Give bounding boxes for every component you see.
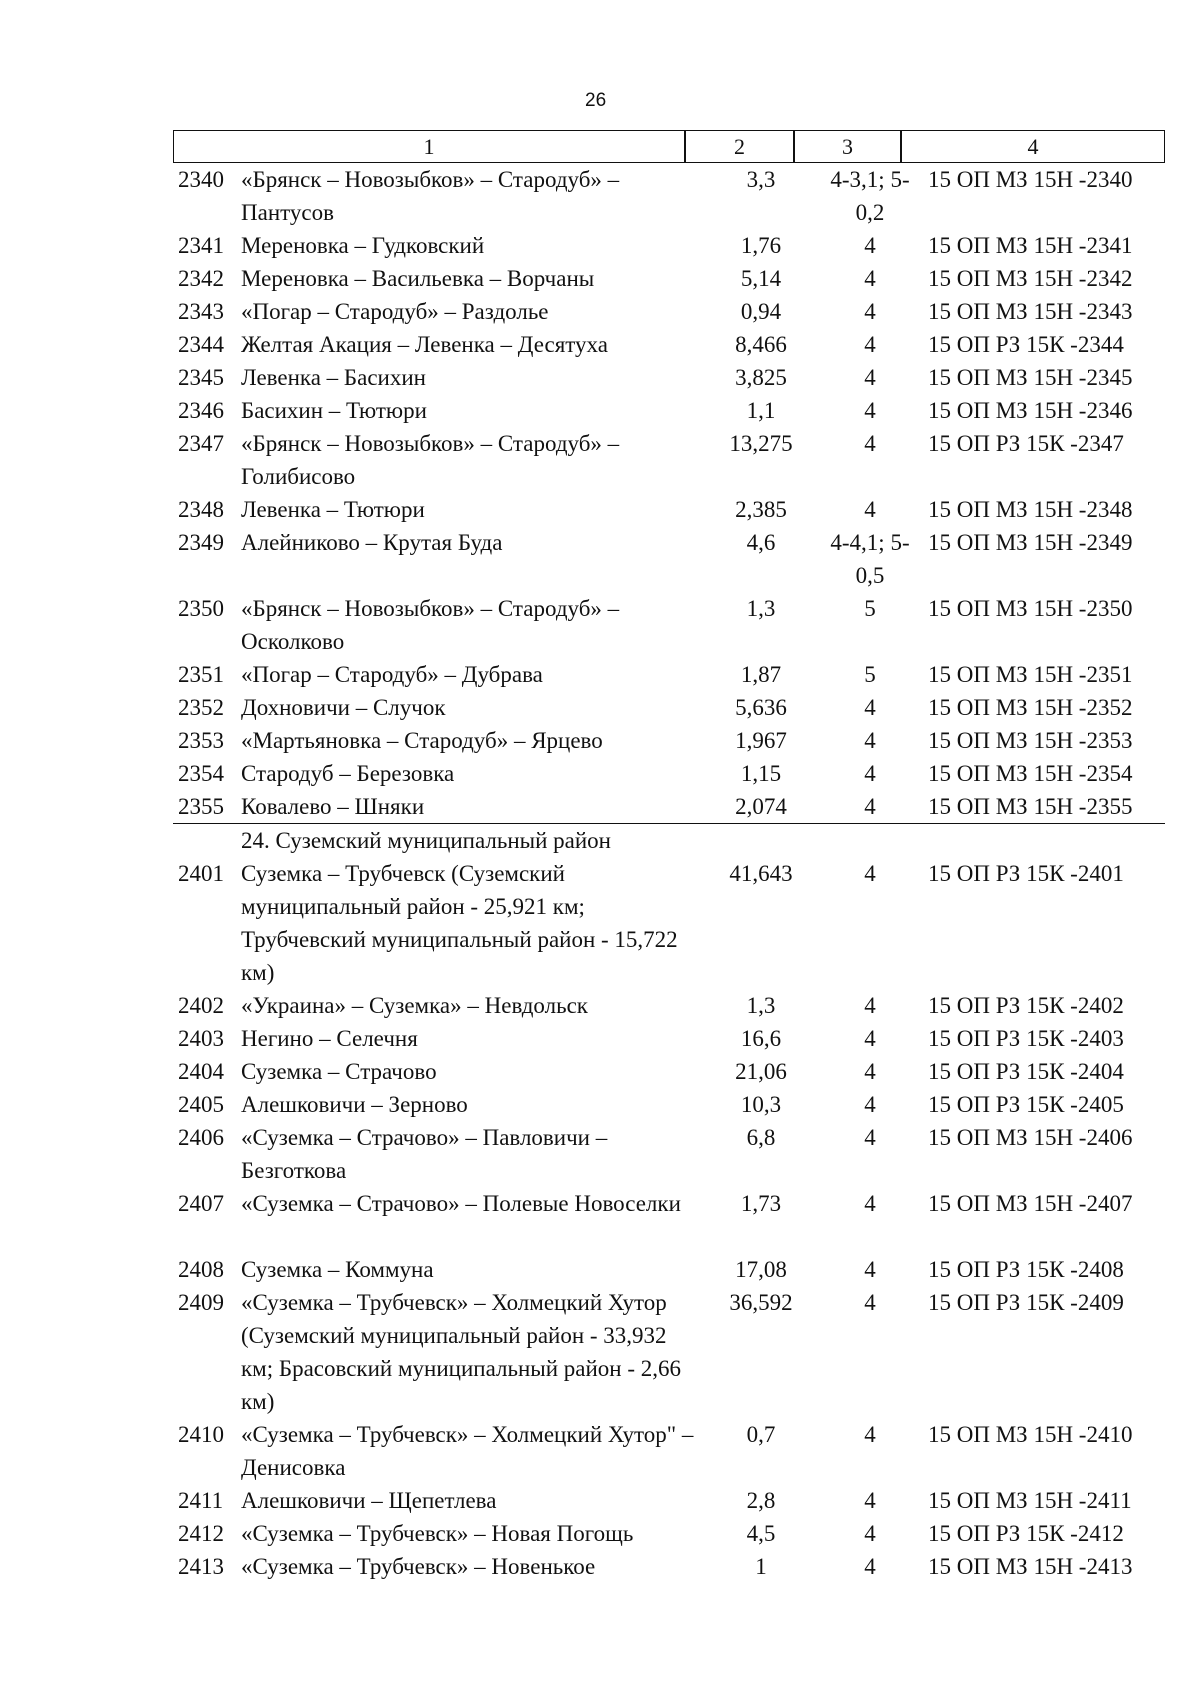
road-length: 41,643 — [729, 861, 793, 886]
road-length: 0,7 — [746, 1422, 776, 1447]
road-category: 4 — [864, 1191, 876, 1216]
road-number: 2413 — [178, 1554, 224, 1579]
road-length: 21,06 — [735, 1059, 787, 1084]
road-number: 2408 — [178, 1257, 224, 1282]
road-category: 4 — [864, 1125, 876, 1150]
road-name: «Суземка – Страчово» – Павловичи – Безготкова — [241, 1125, 608, 1183]
table-header — [173, 130, 1165, 163]
table-row — [0, 328, 1200, 361]
table-row — [0, 427, 1200, 493]
table-row — [0, 1517, 1200, 1550]
road-category: 5 — [864, 596, 876, 621]
road-number: 2346 — [178, 398, 224, 423]
road-name: Дохновичи – Случок — [241, 695, 446, 720]
road-number: 2401 — [178, 861, 224, 886]
road-category: 4 — [864, 365, 876, 390]
road-code: 15 ОП МЗ 15Н -2350 — [928, 596, 1133, 621]
road-code: 15 ОП МЗ 15Н -2341 — [928, 233, 1133, 258]
road-length: 36,592 — [729, 1290, 793, 1315]
road-number: 2342 — [178, 266, 224, 291]
road-number: 2349 — [178, 530, 224, 555]
road-name: Левенка – Тютюри — [241, 497, 425, 522]
table-row — [0, 1253, 1200, 1286]
road-category: 4 — [864, 497, 876, 522]
section-heading-text: 24. Суземский муниципальный район — [241, 828, 611, 853]
table-row — [0, 691, 1200, 724]
road-number: 2350 — [178, 596, 224, 621]
header-col-3: 3 — [842, 134, 853, 159]
road-category: 4 — [864, 1026, 876, 1051]
table-row — [0, 394, 1200, 427]
road-category: 4 — [864, 1422, 876, 1447]
table-row — [0, 592, 1200, 658]
road-length: 0,94 — [740, 299, 782, 324]
road-length: 1,73 — [740, 1191, 782, 1216]
page-number: 26 — [585, 90, 607, 111]
road-code: 15 ОП МЗ 15Н -2354 — [928, 761, 1133, 786]
road-code: 15 ОП МЗ 15Н -2340 — [928, 167, 1133, 192]
road-code: 15 ОП МЗ 15Н -2348 — [928, 497, 1133, 522]
road-number: 2341 — [178, 233, 224, 258]
road-category: 5 — [864, 662, 876, 687]
road-category: 4 — [864, 1059, 876, 1084]
road-number: 2355 — [178, 794, 224, 819]
road-name: Алешковичи – Щепетлева — [241, 1488, 497, 1513]
road-number: 2347 — [178, 431, 224, 456]
road-number: 2343 — [178, 299, 224, 324]
road-category: 4 — [864, 398, 876, 423]
table-row — [0, 757, 1200, 790]
road-code: 15 ОП РЗ 15К -2404 — [928, 1059, 1124, 1084]
road-name: Суземка – Страчово — [241, 1059, 437, 1084]
table-row — [0, 1121, 1200, 1187]
road-length: 1,1 — [746, 398, 776, 423]
road-name: Суземка – Трубчевск (Суземский муниципальный район - 25,921 км; Трубчевский муниципальный район - 15,722 км) — [241, 861, 678, 985]
road-name: Левенка – Басихин — [241, 365, 426, 390]
section-heading — [0, 824, 1200, 857]
table-row — [0, 295, 1200, 328]
road-category: 4 — [864, 761, 876, 786]
road-name: «Украина» – Суземка» – Невдольск — [241, 993, 588, 1018]
road-code: 15 ОП РЗ 15К -2408 — [928, 1257, 1124, 1282]
road-length: 4,6 — [746, 530, 776, 555]
table-row — [0, 1187, 1200, 1253]
road-length: 8,466 — [735, 332, 787, 357]
road-category: 4 — [864, 332, 876, 357]
road-length: 10,3 — [740, 1092, 782, 1117]
road-length: 3,825 — [735, 365, 787, 390]
road-length: 3,3 — [746, 167, 776, 192]
road-code: 15 ОП РЗ 15К -2402 — [928, 993, 1124, 1018]
header-col-4: 4 — [1027, 134, 1039, 159]
table-row — [0, 658, 1200, 691]
road-category: 4 — [864, 1488, 876, 1513]
road-length: 16,6 — [740, 1026, 782, 1051]
road-number: 2405 — [178, 1092, 224, 1117]
road-code: 15 ОП МЗ 15Н -2410 — [928, 1422, 1133, 1447]
road-length: 4,5 — [746, 1521, 776, 1546]
road-number: 2407 — [178, 1191, 224, 1216]
table-row — [0, 1055, 1200, 1088]
road-length: 5,14 — [740, 266, 782, 291]
road-length: 1,967 — [735, 728, 787, 753]
road-category: 4 — [864, 1092, 876, 1117]
header-col-1: 1 — [423, 134, 435, 159]
road-number: 2402 — [178, 993, 224, 1018]
road-category: 4 — [864, 728, 876, 753]
road-category: 4 — [864, 1554, 876, 1579]
road-category: 4 — [864, 861, 876, 886]
table-row — [0, 724, 1200, 757]
road-name: «Суземка – Трубчевск» – Холмецкий Хутор" – Денисовка — [241, 1422, 694, 1480]
road-name: Мереновка – Васильевка – Ворчаны — [241, 266, 595, 291]
road-category: 4 — [864, 1290, 876, 1315]
road-category: 4 — [864, 1257, 876, 1282]
road-length: 1,87 — [740, 662, 782, 687]
road-name: «Суземка – Трубчевск» – Новенькое — [241, 1554, 596, 1579]
road-category: 4-4,1; 5-0,5 — [830, 530, 910, 588]
road-number: 2348 — [178, 497, 224, 522]
road-name: «Суземка – Страчово» – Полевые Новоселки — [241, 1191, 681, 1216]
road-category: 4 — [864, 266, 876, 291]
road-code: 15 ОП МЗ 15Н -2407 — [928, 1191, 1133, 1216]
road-length: 5,636 — [735, 695, 787, 720]
road-length: 2,8 — [746, 1488, 776, 1513]
table-row — [0, 361, 1200, 394]
road-code: 15 ОП МЗ 15Н -2352 — [928, 695, 1133, 720]
road-name: «Погар – Стародуб» – Дубрава — [241, 662, 543, 687]
road-code: 15 ОП МЗ 15Н -2342 — [928, 266, 1133, 291]
road-category: 4 — [864, 993, 876, 1018]
table-row — [0, 526, 1200, 592]
road-code: 15 ОП РЗ 15К -2412 — [928, 1521, 1124, 1546]
road-length: 2,385 — [735, 497, 787, 522]
road-code: 15 ОП МЗ 15Н -2349 — [928, 530, 1133, 555]
road-name: «Мартьяновка – Стародуб» – Ярцево — [241, 728, 603, 753]
road-name: Мереновка – Гудковский — [241, 233, 485, 258]
road-name: Негино – Селечня — [241, 1026, 418, 1051]
road-length: 1,3 — [746, 596, 776, 621]
road-code: 15 ОП РЗ 15К -2409 — [928, 1290, 1124, 1315]
road-number: 2353 — [178, 728, 224, 753]
road-number: 2404 — [178, 1059, 224, 1084]
road-code: 15 ОП МЗ 15Н -2355 — [928, 794, 1133, 819]
header-col-2: 2 — [734, 134, 745, 159]
table-row — [0, 493, 1200, 526]
road-name: «Погар – Стародуб» – Раздолье — [241, 299, 549, 324]
road-number: 2409 — [178, 1290, 224, 1315]
road-name: «Брянск – Новозыбков» – Стародуб» – Осколково — [241, 596, 620, 654]
road-length: 17,08 — [735, 1257, 787, 1282]
table-row — [0, 163, 1200, 229]
road-name: «Брянск – Новозыбков» – Стародуб» – Пантусов — [241, 167, 620, 225]
road-name: Алейниково – Крутая Буда — [241, 530, 503, 555]
table-row — [0, 1484, 1200, 1517]
road-code: 15 ОП МЗ 15Н -2411 — [928, 1488, 1132, 1513]
road-number: 2411 — [178, 1488, 224, 1513]
table-row — [0, 1286, 1200, 1418]
road-number: 2351 — [178, 662, 224, 687]
road-category: 4 — [864, 233, 876, 258]
road-code: 15 ОП МЗ 15Н -2406 — [928, 1125, 1133, 1150]
table-row — [0, 1022, 1200, 1055]
road-number: 2403 — [178, 1026, 224, 1051]
road-code: 15 ОП МЗ 15Н -2351 — [928, 662, 1133, 687]
road-number: 2410 — [178, 1422, 224, 1447]
table-row — [173, 790, 1165, 824]
table-body — [0, 163, 1200, 1583]
road-category: 4 — [864, 1521, 876, 1546]
road-length: 2,074 — [735, 794, 787, 819]
road-category: 4 — [864, 299, 876, 324]
road-name: «Брянск – Новозыбков» – Стародуб» – Голибисово — [241, 431, 620, 489]
road-length: 1,3 — [746, 993, 776, 1018]
road-category: 4 — [864, 695, 876, 720]
road-name: Басихин – Тютюри — [241, 398, 427, 423]
road-category: 4 — [864, 794, 876, 819]
road-number: 2412 — [178, 1521, 224, 1546]
road-number: 2354 — [178, 761, 224, 786]
road-number: 2406 — [178, 1125, 224, 1150]
road-number: 2352 — [178, 695, 224, 720]
road-code: 15 ОП МЗ 15Н -2343 — [928, 299, 1133, 324]
road-length: 1 — [755, 1554, 767, 1579]
road-code: 15 ОП РЗ 15К -2405 — [928, 1092, 1124, 1117]
road-name: Стародуб – Березовка — [241, 761, 455, 786]
road-name: Суземка – Коммуна — [241, 1257, 434, 1282]
table-row — [0, 1088, 1200, 1121]
table-row — [0, 229, 1200, 262]
road-code: 15 ОП МЗ 15Н -2353 — [928, 728, 1133, 753]
table-row — [0, 1550, 1200, 1583]
road-number: 2340 — [178, 167, 224, 192]
road-category: 4-3,1; 5-0,2 — [830, 167, 910, 225]
road-length: 6,8 — [746, 1125, 776, 1150]
road-name: «Суземка – Трубчевск» – Холмецкий Хутор (Суземский муниципальный район - 33,932 км; Брасовский муниципальный район - 2,66 км) — [241, 1290, 681, 1414]
table-row — [0, 989, 1200, 1022]
table-row — [0, 262, 1200, 295]
road-name: Ковалево – Шняки — [241, 794, 425, 819]
road-length: 1,15 — [740, 761, 782, 786]
road-name: «Суземка – Трубчевск» – Новая Погощь — [241, 1521, 634, 1546]
road-code: 15 ОП РЗ 15К -2347 — [928, 431, 1124, 456]
road-name: Алешковичи – Зерново — [241, 1092, 468, 1117]
table-row — [0, 857, 1200, 989]
road-number: 2345 — [178, 365, 224, 390]
road-length: 13,275 — [729, 431, 793, 456]
road-code: 15 ОП МЗ 15Н -2413 — [928, 1554, 1133, 1579]
road-code: 15 ОП МЗ 15Н -2346 — [928, 398, 1133, 423]
road-name: Желтая Акация – Левенка – Десятуха — [241, 332, 608, 357]
road-code: 15 ОП РЗ 15К -2403 — [928, 1026, 1124, 1051]
road-category: 4 — [864, 431, 876, 456]
table-row — [0, 1418, 1200, 1484]
road-code: 15 ОП МЗ 15Н -2345 — [928, 365, 1133, 390]
road-number: 2344 — [178, 332, 224, 357]
road-code: 15 ОП РЗ 15К -2401 — [928, 861, 1124, 886]
road-code: 15 ОП РЗ 15К -2344 — [928, 332, 1124, 357]
road-length: 1,76 — [740, 233, 782, 258]
